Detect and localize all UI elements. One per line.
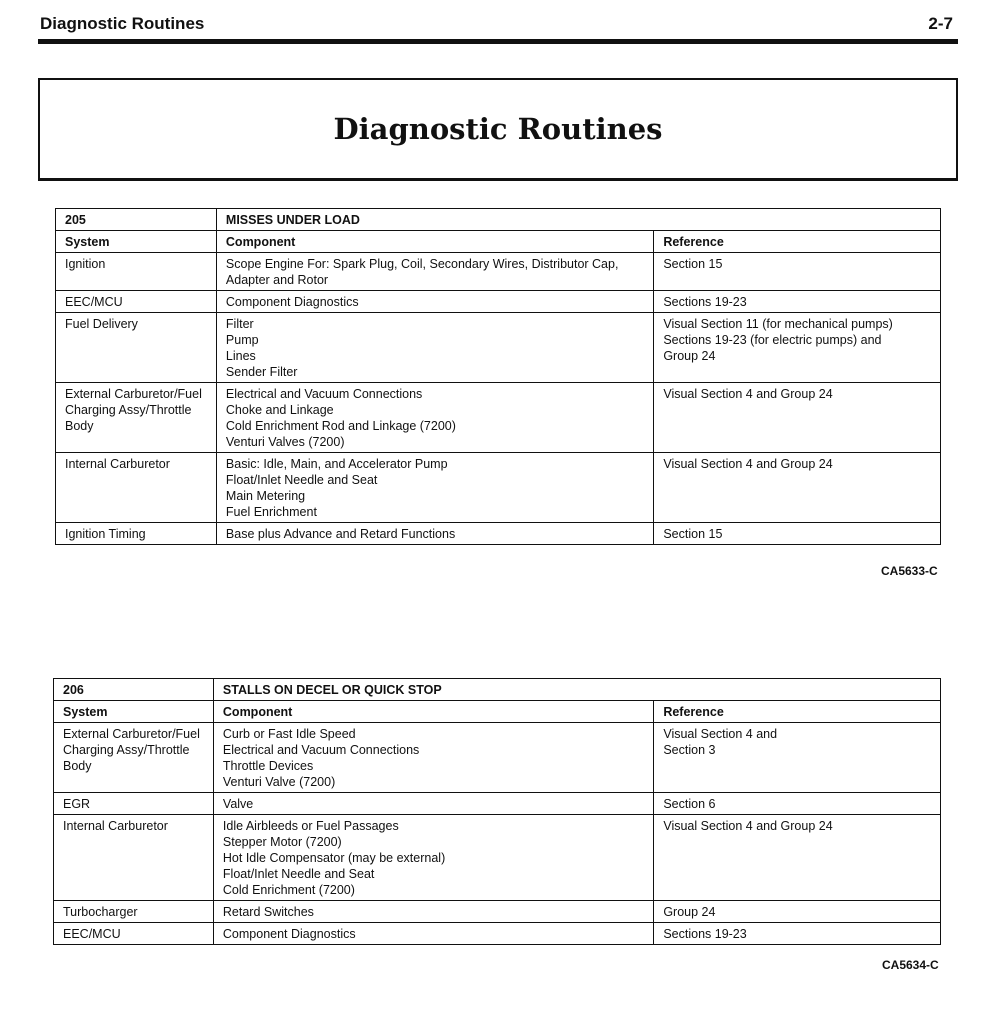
component-cell xyxy=(216,291,653,313)
routine-title: STALLS ON DECEL OR QUICK STOP xyxy=(213,679,940,701)
system-line: EGR xyxy=(63,797,91,811)
reference-cell xyxy=(654,815,941,901)
component-cell xyxy=(216,383,653,453)
table-row xyxy=(56,313,941,383)
component-line: Electrical and Vacuum Connections xyxy=(225,387,423,401)
component-line: Base plus Advance and Retard Functions xyxy=(225,527,456,541)
reference-cell xyxy=(654,253,941,291)
component-line: Fuel Enrichment xyxy=(225,505,317,519)
system-cell xyxy=(56,523,217,545)
reference-line: Section 6 xyxy=(663,797,716,811)
component-line: Float/Inlet Needle and Seat xyxy=(222,867,375,881)
reference-cell xyxy=(654,453,941,523)
component-header: Component xyxy=(216,231,653,253)
reference-header: Reference xyxy=(654,701,941,723)
table-row xyxy=(56,453,941,523)
reference-cell xyxy=(654,291,941,313)
component-line: Sender Filter xyxy=(225,365,298,379)
routine-table-205 xyxy=(55,208,941,545)
reference-line: Group 24 xyxy=(663,349,716,363)
component-line: Hot Idle Compensator (may be external) xyxy=(222,851,446,865)
system-line: Charging Assy/Throttle xyxy=(65,403,192,417)
routine-title-row xyxy=(56,209,941,231)
reference-line: Visual Section 4 and Group 24 xyxy=(663,819,833,833)
column-header-row xyxy=(56,231,941,253)
page-number: 2-7 xyxy=(928,14,953,33)
system-cell xyxy=(54,723,214,793)
component-line: Float/Inlet Needle and Seat xyxy=(225,473,378,487)
reference-cell xyxy=(654,313,941,383)
table-row xyxy=(56,383,941,453)
component-header: Component xyxy=(213,701,653,723)
component-line: Electrical and Vacuum Connections xyxy=(222,743,420,757)
component-line: Basic: Idle, Main, and Accelerator Pump xyxy=(225,457,448,471)
system-cell xyxy=(54,815,214,901)
component-cell xyxy=(213,723,653,793)
component-line: Valve xyxy=(222,797,254,811)
component-line: Component Diagnostics xyxy=(222,927,356,941)
table-row xyxy=(54,793,941,815)
component-line: Component Diagnostics xyxy=(225,295,359,309)
reference-line: Section 15 xyxy=(663,257,723,271)
system-line: Internal Carburetor xyxy=(65,457,170,471)
reference-cell xyxy=(654,383,941,453)
page-title-box xyxy=(38,78,958,181)
header-rule xyxy=(38,39,958,44)
system-line: EEC/MCU xyxy=(65,295,123,309)
component-line: Curb or Fast Idle Speed xyxy=(222,727,356,741)
system-header: System xyxy=(54,701,214,723)
routine-title-row xyxy=(54,679,941,701)
system-line: EEC/MCU xyxy=(63,927,121,941)
system-line: External Carburetor/Fuel xyxy=(65,387,202,401)
figure-id: CA5634-C xyxy=(882,958,939,972)
column-header-row xyxy=(54,701,941,723)
page-title: Diagnostic Routines xyxy=(333,112,663,146)
component-line: Main Metering xyxy=(225,489,306,503)
table-row xyxy=(56,523,941,545)
system-cell xyxy=(54,901,214,923)
system-cell xyxy=(54,793,214,815)
routine-title: MISSES UNDER LOAD xyxy=(216,209,940,231)
system-cell xyxy=(56,291,217,313)
table-row xyxy=(54,723,941,793)
component-line: Cold Enrichment (7200) xyxy=(222,883,355,897)
reference-cell xyxy=(654,523,941,545)
routine-number: 206 xyxy=(54,679,214,701)
table-row xyxy=(56,253,941,291)
system-line: Body xyxy=(63,759,92,773)
component-line: Cold Enrichment Rod and Linkage (7200) xyxy=(225,419,456,433)
component-cell xyxy=(213,901,653,923)
reference-cell xyxy=(654,793,941,815)
system-line: Body xyxy=(65,419,94,433)
component-cell xyxy=(216,523,653,545)
reference-header: Reference xyxy=(654,231,941,253)
system-cell xyxy=(56,453,217,523)
component-line: Idle Airbleeds or Fuel Passages xyxy=(222,819,399,833)
reference-line: Sections 19-23 (for electric pumps) and xyxy=(663,333,882,347)
figure-id: CA5633-C xyxy=(881,564,938,578)
component-line: Venturi Valve (7200) xyxy=(222,775,336,789)
routine-table-206 xyxy=(53,678,941,945)
component-line: Scope Engine For: Spark Plug, Coil, Secondary Wires, Distributor Cap, xyxy=(225,257,619,271)
system-line: Fuel Delivery xyxy=(65,317,138,331)
system-cell xyxy=(56,253,217,291)
system-line: Internal Carburetor xyxy=(63,819,168,833)
reference-line: Visual Section 4 and Group 24 xyxy=(663,457,833,471)
reference-cell xyxy=(654,901,941,923)
component-cell xyxy=(216,453,653,523)
reference-line: Visual Section 11 (for mechanical pumps) xyxy=(663,317,893,331)
system-cell xyxy=(54,923,214,945)
reference-line: Section 15 xyxy=(663,527,723,541)
component-cell xyxy=(216,313,653,383)
reference-line: Section 3 xyxy=(663,743,716,757)
component-cell xyxy=(213,815,653,901)
table-row xyxy=(54,901,941,923)
reference-cell xyxy=(654,923,941,945)
system-line: Charging Assy/Throttle xyxy=(63,743,190,757)
system-line: Ignition xyxy=(65,257,106,271)
system-line: Turbocharger xyxy=(63,905,138,919)
reference-line: Sections 19-23 xyxy=(663,295,747,309)
system-cell xyxy=(56,313,217,383)
running-header-title: Diagnostic Routines xyxy=(40,14,205,33)
system-cell xyxy=(56,383,217,453)
component-line: Filter xyxy=(225,317,254,331)
reference-line: Group 24 xyxy=(663,905,716,919)
reference-cell xyxy=(654,723,941,793)
table-row xyxy=(56,291,941,313)
component-cell xyxy=(216,253,653,291)
component-line: Choke and Linkage xyxy=(225,403,334,417)
system-line: External Carburetor/Fuel xyxy=(63,727,200,741)
table-row xyxy=(54,923,941,945)
component-cell xyxy=(213,923,653,945)
component-line: Throttle Devices xyxy=(222,759,314,773)
reference-line: Visual Section 4 and Group 24 xyxy=(663,387,833,401)
component-line: Adapter and Rotor xyxy=(225,273,329,287)
component-cell xyxy=(213,793,653,815)
component-line: Lines xyxy=(225,349,256,363)
table-row xyxy=(54,815,941,901)
reference-line: Sections 19-23 xyxy=(663,927,747,941)
component-line: Pump xyxy=(225,333,259,347)
component-line: Venturi Valves (7200) xyxy=(225,435,345,449)
component-line: Retard Switches xyxy=(222,905,314,919)
reference-line: Visual Section 4 and xyxy=(663,727,778,741)
routine-number: 205 xyxy=(56,209,217,231)
system-header: System xyxy=(56,231,217,253)
component-line: Stepper Motor (7200) xyxy=(222,835,342,849)
system-line: Ignition Timing xyxy=(65,527,146,541)
